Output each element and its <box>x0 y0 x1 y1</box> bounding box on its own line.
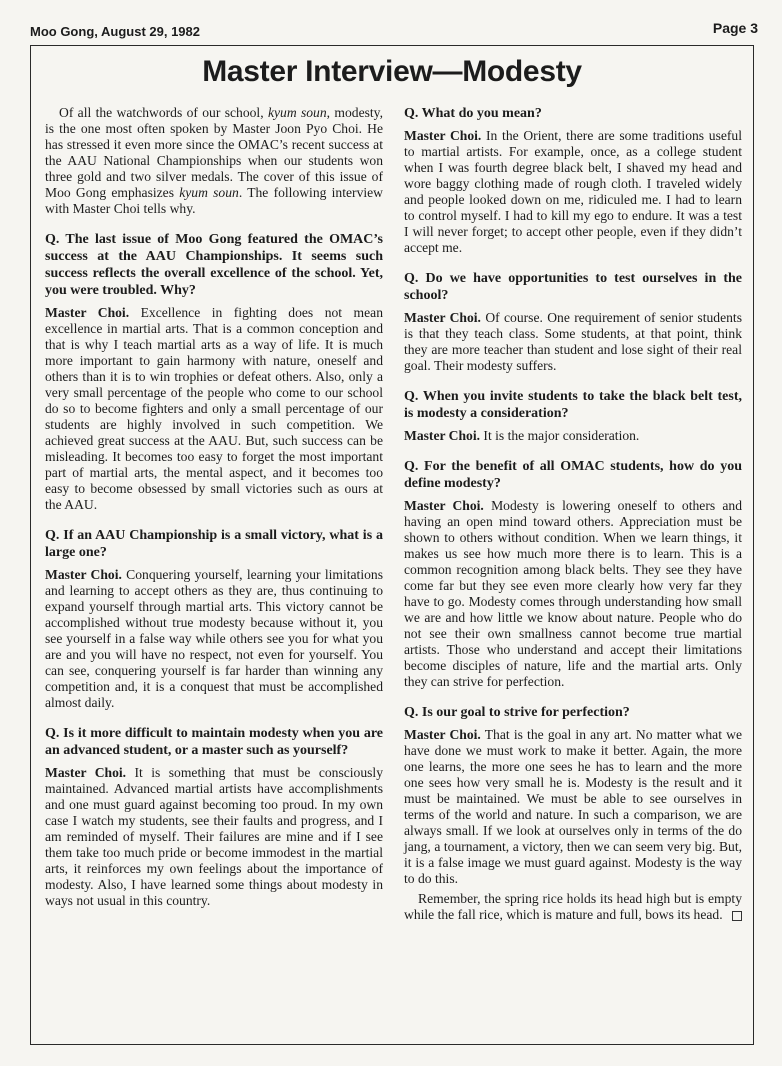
intro-term-1: kyum soun <box>267 105 327 120</box>
answer-8 <box>404 727 742 887</box>
left-column <box>45 105 383 923</box>
answer-6 <box>404 428 742 444</box>
answer-text: Conquering yourself, learning your limitations and learning to accept others as they are, thus continuing to expand yourself through martial arts. This victory cannot be accomplished without true modesty because without it, you see yourself in a false way while others see you for what you are and you will have no respect, not even for yourself. You can see, conquering yourself is far harder than winning any competition and, it is a conquest that must be accomplished almost daily. <box>45 567 383 710</box>
answer-3 <box>45 765 383 909</box>
answer-text: It is something that must be consciously maintained. Advanced martial artists have accomplishments and one must guard against becoming too proud. In my own case I watch my students, see their faults and progress, and I am reminded of myself. Their failures are mine and if I see them take too much pride or become immodest in the martial arts, it reinforces my own feelings about the importance of modesty. Also, I have learned some things about modesty in ways not usual in this country. <box>45 765 383 908</box>
intro-text-3: . The following interview with Master Choi tells why. <box>45 185 383 216</box>
question-4: Q. What do you mean? <box>404 106 542 121</box>
speaker-label: Master Choi. <box>404 428 481 443</box>
answer-5 <box>404 310 742 374</box>
intro-text-1: Of all the watchwords of our school, <box>59 105 268 120</box>
speaker-label: Master Choi. <box>404 128 482 143</box>
answer-text: Modesty is lowering oneself to others and having an open mind toward others. Appreciation must be shown to others without condition. When we learn things, it makes us see how much more there is to learn. This is a common recognition among black belts. They see they have come far but they see even more clearly how very far they have to go. Modesty comes through understanding how small we are and how little we know about nature. People who do not see their own smallness cannot become true martial artists. Those who understand and accept their limitations become disciples of nature, life and the martial arts. Only they can strive for perfection. <box>404 498 742 689</box>
answer-text: That is the goal in any art. No matter what we have done we must work to make it better. Again, the more one learns, the more one sees he has to learn and the more one sees how very small he is. Modesty is the result and it must be maintained. We must be able to see ourselves in terms of the world and nature. In such a comparison, we are always small. If we look at ourselves only in terms of the do jang, a tournament, a victory, then we can seem very big. But, it is a false image we must guard against. Modesty is the way to do this. <box>404 727 743 886</box>
intro-paragraph <box>45 105 383 217</box>
answer-text: Of course. One requirement of senior students is that they teach class. Some students, at that point, think they are more teacher than student and lose sight of their real goal. Their modesty suffers. <box>404 310 742 373</box>
end-mark-icon <box>732 911 742 921</box>
answer-text: Excellence in fighting does not mean excellence in martial arts. That is a common conception and that is why I teach martial arts as a way of life. It is much more important to gain harmony with nature, oneself and others than it is to win trophies or defeat others. Also, only a very small percentage of the people who come to our school do so to become fighters and only a small percentage of our students are highly involved in such competition. We achieved great success at the AAU. But, such success can be misleading. It becomes too easy to forget the most important part of martial arts, the mental aspect, and it becomes too easy to become obsessed by small victories such as ours at the AAU. <box>45 305 383 512</box>
answer-7 <box>404 498 742 690</box>
page-number: Page 3 <box>712 20 758 36</box>
intro-term-2: kyum soun <box>179 185 239 200</box>
speaker-label: Master Choi. <box>45 567 122 582</box>
closing-paragraph <box>404 891 742 923</box>
question-1: Q. The last issue of Moo Gong featured the OMAC’s success at the AAU Championships. It seems such success reflects the overall excellence of the school. Yet, you were troubled. Why? <box>45 232 383 298</box>
publication-date: Moo Gong, August 29, 1982 <box>30 24 200 39</box>
answer-text: In the Orient, there are some traditions useful to martial artists. For example, once, as a college student when I was fourth degree black belt, I shaved my head and wore baggy clothing made of rough cloth. I traveled widely and people looked down on me, ridiculed me. I had to learn to control myself. I had to kill my ego to endure. It was a test I will never forget; to accept other people, even if they didn’t accept me. <box>404 128 743 255</box>
question-8: Q. Is our goal to strive for perfection? <box>404 705 630 720</box>
answer-text: It is the major consideration. <box>483 428 640 443</box>
speaker-label: Master Choi. <box>45 765 127 780</box>
speaker-label: Master Choi. <box>404 727 481 742</box>
speaker-label: Master Choi. <box>404 310 481 325</box>
intro-text-2: , modesty, is the one most often spoken by Master Joon Pyo Choi. He has stressed it even more since the OMAC’s recent success at the AAU National Championships when our students won three gold and two silver medals. The cover of this issue of Moo Gong emphasizes <box>45 105 383 200</box>
question-3: Q. Is it more difficult to maintain modesty when you are an advanced student, or a master such as yourself? <box>45 726 383 758</box>
answer-4 <box>404 128 742 256</box>
running-head <box>30 20 758 42</box>
right-column <box>404 105 742 937</box>
question-2: Q. If an AAU Championship is a small victory, what is a large one? <box>45 528 383 560</box>
speaker-label: Master Choi. <box>404 498 484 513</box>
speaker-label: Master Choi. <box>45 305 130 320</box>
answer-1 <box>45 305 383 513</box>
question-5: Q. Do we have opportunities to test ourselves in the school? <box>404 271 742 303</box>
closing-text: Remember, the spring rice holds its head high but is empty while the fall rice, which is mature and full, bows its head. <box>404 891 742 922</box>
question-7: Q. For the benefit of all OMAC students, how do you define modesty? <box>404 459 742 491</box>
article-title: Master Interview—Modesty <box>202 55 582 88</box>
answer-2 <box>45 567 383 711</box>
question-6: Q. When you invite students to take the black belt test, is modesty a consideration? <box>404 389 742 421</box>
